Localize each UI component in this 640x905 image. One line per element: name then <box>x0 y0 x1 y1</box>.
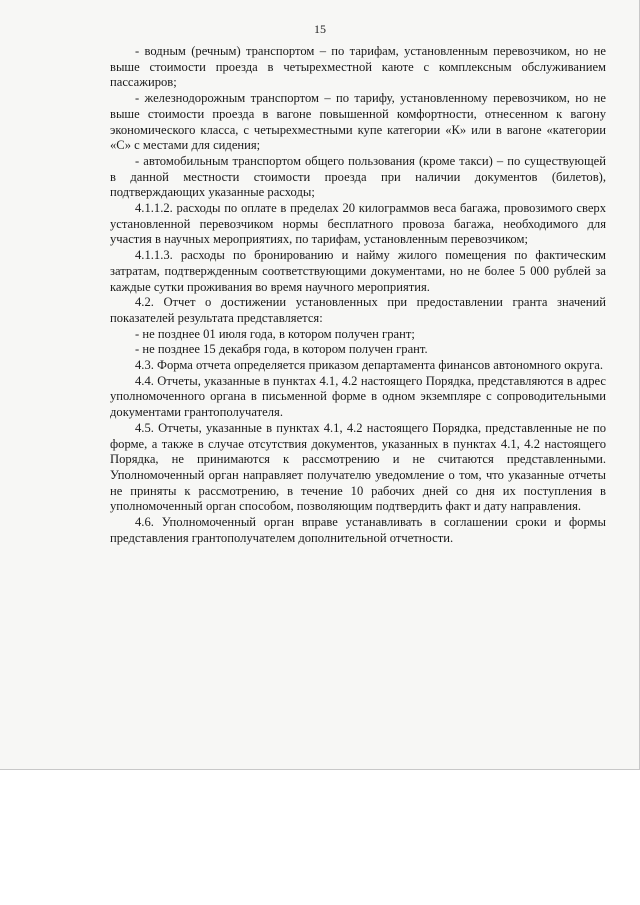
paragraph-4-1-1-2: 4.1.1.2. расходы по оплате в пределах 20 килограммов веса багажа, провозимого сверх установленной перевозчиком нормы бесплатного провоза багажа, необходимого для участия в научных мероприятиях, по тарифам, установленным перевозчиком; <box>110 201 606 247</box>
paragraph-4-3: 4.3. Форма отчета определяется приказом департамента финансов автономного округа. <box>135 358 603 373</box>
paragraph-rail-transport: - железнодорожным транспортом – по тарифу, установленному перевозчиком, но не выше стоимости проезда в вагоне повышенной комфортности, отнесенном к вагону экономического класса, с четырехместными купе категории «К» или в вагоне «категории «С» с местами для сидения; <box>110 91 606 153</box>
paragraph-water-transport: - водным (речным) транспортом – по тарифам, установленным перевозчиком, но не выше стоимости проезда в четырехместной каюте с комплексным обслуживанием пассажиров; <box>110 44 606 90</box>
paragraph-deadline-july: - не позднее 01 июля года, в котором получен грант; <box>135 326 415 341</box>
page-number: 15 <box>314 22 326 36</box>
paragraph-4-1-1-3: 4.1.1.3. расходы по бронированию и найму жилого помещения по фактическим затратам, подтвержденным соответствующими документами, но не более 5 000 рублей за каждые сутки проживания во время научного мероприятия. <box>110 248 606 294</box>
paragraph-4-6: 4.6. Уполномоченный орган вправе устанавливать в соглашении сроки и формы представления грантополучателем дополнительной отчетности. <box>110 515 606 545</box>
paragraph-4-2: 4.2. Отчет о достижении установленных при предоставлении гранта значений показателей результата представляется: <box>110 295 606 325</box>
paragraph-4-4: 4.4. Отчеты, указанные в пунктах 4.1, 4.2 настоящего Порядка, представляются в адрес уполномоченного органа в письменной форме в одном экземпляре с сопроводительными документами грантополучателя. <box>110 373 606 420</box>
paragraph-road-transport: - автомобильным транспортом общего пользования (кроме такси) – по существующей в данной местности стоимости проезда при наличии документов (билетов), подтверждающих указанные расходы; <box>110 153 606 200</box>
document-body <box>110 44 606 547</box>
paragraph-4-5: 4.5. Отчеты, указанные в пунктах 4.1, 4.2 настоящего Порядка, представленные не по форме, а также в случае отсутствия документов, указанных в пунктах 4.1, 4.2 настоящего Порядка, не принимаются к рассмотрению и не считаются представленными. Уполномоченный орган направляет получателю уведомление о том, что указанные отчеты не приняты к рассмотрению, в течение 10 рабочих дней со дня их поступления в уполномоченный орган способом, позволяющим подтвердить факт и дату направления. <box>110 420 606 514</box>
paragraph-deadline-december: - не позднее 15 декабря года, в котором получен грант. <box>135 342 428 357</box>
